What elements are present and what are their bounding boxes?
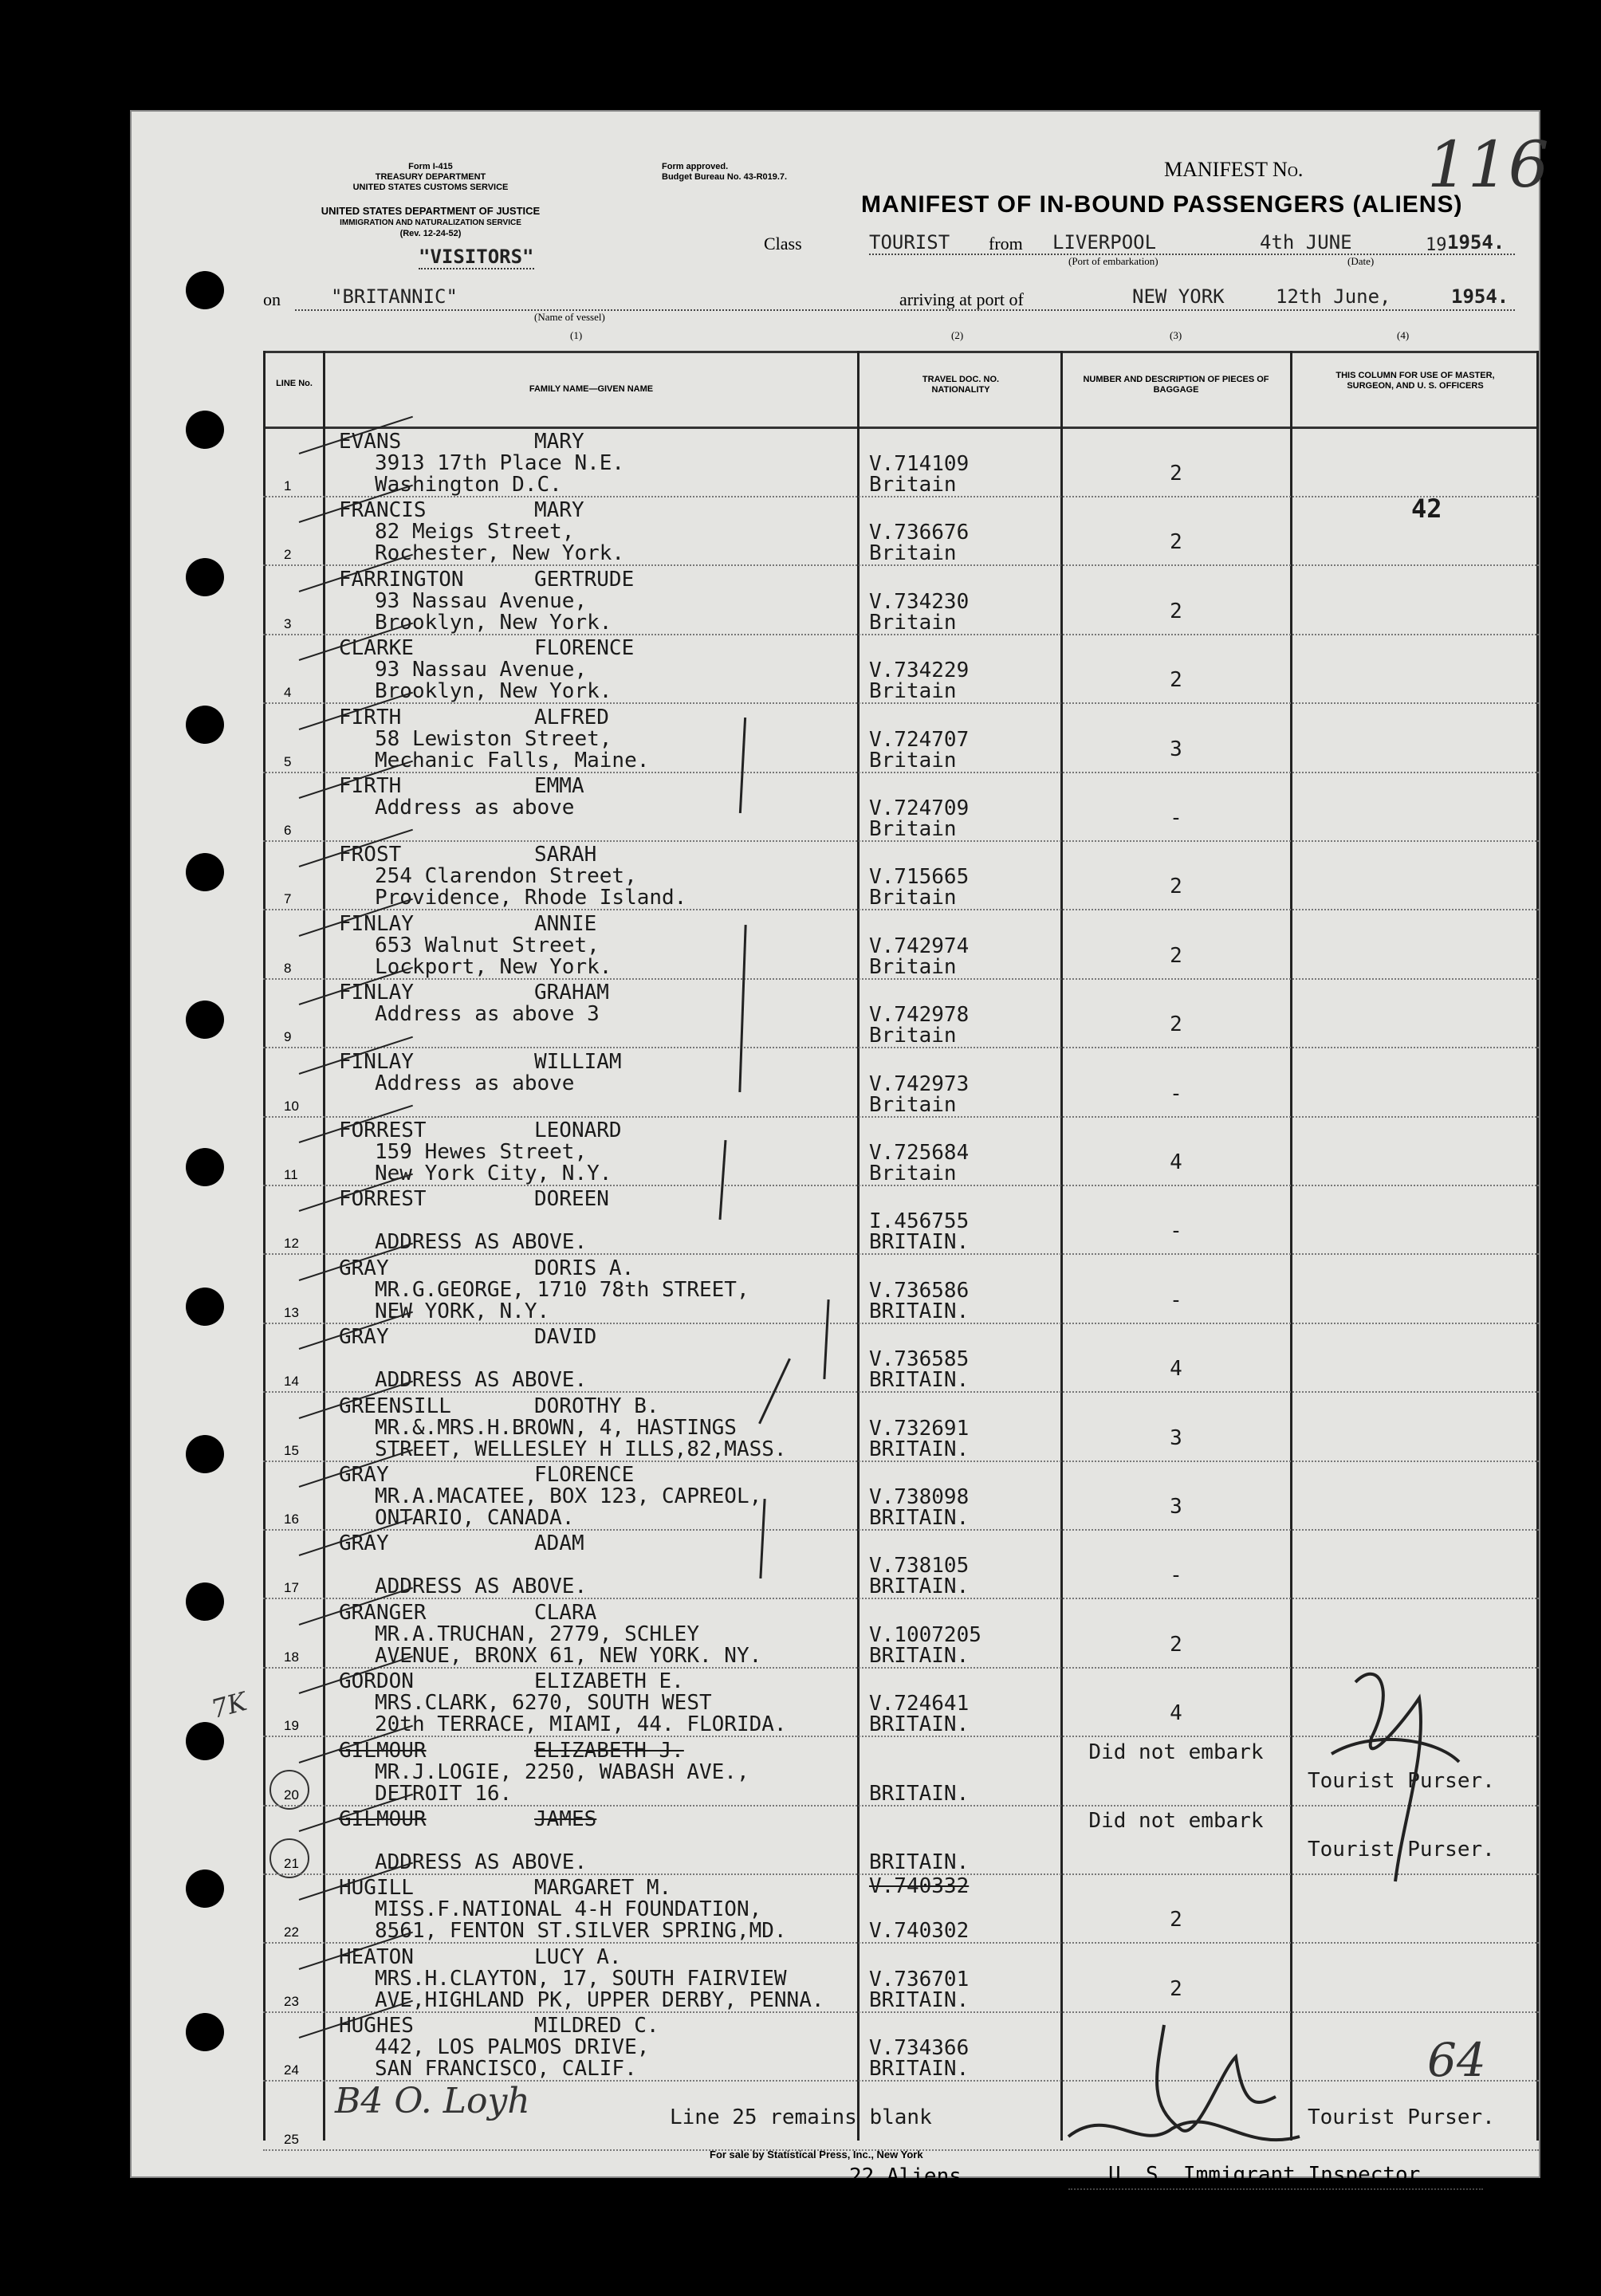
inspector-line — [1068, 2188, 1483, 2190]
class-label: Class — [764, 234, 802, 254]
given-name: MARGARET M. — [534, 1876, 672, 1901]
handwritten-note: B4 O. Loyh — [335, 2081, 530, 2121]
address-line-2: Brooklyn, New York. — [375, 679, 612, 704]
nationality: BRITAIN. — [869, 1230, 970, 1255]
table-top-border — [263, 351, 1539, 353]
travel-doc-number: V.742978 — [869, 1003, 970, 1028]
given-name: GRAHAM — [534, 981, 609, 1005]
baggage-count: Did not embark — [1088, 1809, 1264, 1833]
travel-doc-number: V.732691 — [869, 1416, 970, 1441]
family-name: EVANS — [339, 430, 402, 454]
travel-doc-number: V.734366 — [869, 2036, 970, 2061]
col-num-4: (4) — [1397, 329, 1410, 341]
port-embark-caption: (Port of embarkation) — [1068, 255, 1158, 267]
line-number: 6 — [284, 823, 292, 838]
baggage-count: 2 — [1170, 875, 1182, 899]
table-row — [263, 1256, 1539, 1324]
address-line-2: ADDRESS AS ABOVE. — [375, 1850, 588, 1874]
line-number: 14 — [284, 1374, 299, 1390]
punch-hole — [186, 1001, 224, 1039]
travel-doc-number: V.724707 — [869, 727, 970, 752]
address-line-1: 159 Hewes Street, — [375, 1140, 588, 1164]
given-name: ADAM — [534, 1531, 584, 1556]
address-line-1: MISS.F.NATIONAL 4-H FOUNDATION, — [375, 1897, 762, 1922]
baggage-count: 2 — [1170, 668, 1182, 693]
punch-hole — [186, 411, 224, 449]
travel-doc-number: V.1007205 — [869, 1622, 981, 1647]
address-line-2: AVENUE, BRONX 61, NEW YORK. NY. — [375, 1643, 762, 1668]
line-number: 11 — [284, 1167, 298, 1182]
inspector-signature — [1037, 2009, 1355, 2160]
handwritten-total: 64 — [1427, 2033, 1486, 2087]
nationality: Britain — [869, 610, 957, 635]
nationality: Britain — [869, 817, 957, 841]
travel-doc-number: V.736586 — [869, 1278, 970, 1303]
dept-customs: UNITED STATES CUSTOMS SERVICE — [352, 183, 509, 192]
address-line-1: 93 Nassau Avenue, — [375, 588, 588, 613]
address-line-1: MRS.H.CLAYTON, 17, SOUTH FAIRVIEW — [375, 1966, 787, 1991]
inspector-title: U. S. Immigrant Inspector — [1108, 2163, 1421, 2187]
purser-signature — [1308, 1642, 1475, 1929]
form-number: Form I-415 — [408, 162, 453, 171]
table-row — [263, 493, 1539, 566]
address-line-1: MR.J.LOGIE, 2250, WABASH AVE., — [375, 1759, 749, 1784]
travel-doc-number: V.734230 — [869, 589, 970, 614]
given-name: ELIZABETH J. — [534, 1738, 684, 1763]
travel-doc-number: V.736585 — [869, 1347, 970, 1372]
address-line-2: NEW YORK, N.Y. — [375, 1299, 550, 1323]
address-line-2: Lockport, New York. — [375, 954, 612, 979]
nationality: BRITAIN. — [869, 1437, 970, 1461]
table-row — [263, 1462, 1539, 1531]
arrival-year: 1954. — [1451, 285, 1509, 308]
table-row — [263, 773, 1539, 842]
nationality: Britain — [869, 473, 957, 497]
given-name: LUCY A. — [534, 1944, 622, 1969]
baggage-count: 4 — [1170, 1357, 1182, 1382]
embarkation-year: 1954. — [1447, 231, 1505, 254]
family-name: FINLAY — [339, 911, 414, 936]
family-name: HUGILL — [339, 1876, 414, 1901]
address-line-1: 58 Lewiston Street, — [375, 726, 612, 751]
line-number: 12 — [284, 1236, 299, 1252]
punch-hole — [186, 2013, 224, 2051]
embarkation-date: 4th JUNE — [1260, 231, 1352, 254]
line-number: 22 — [284, 1924, 299, 1940]
travel-doc-number: V.725684 — [869, 1141, 970, 1165]
address-line-2: Rochester, New York. — [375, 541, 625, 566]
arriving-label: arriving at port of — [899, 289, 1024, 309]
family-name: GREENSILL — [339, 1394, 451, 1418]
nationality: BRITAIN. — [869, 1506, 970, 1530]
line-number: 4 — [284, 685, 292, 701]
baggage-count: - — [1170, 1288, 1182, 1312]
table-row — [263, 911, 1539, 980]
family-name: FINLAY — [339, 981, 414, 1005]
given-name: SARAH — [534, 843, 597, 867]
family-name: GRAY — [339, 1325, 389, 1350]
given-name: FLORENCE — [534, 1463, 635, 1487]
baggage-count: 2 — [1170, 1908, 1182, 1932]
baggage-count: Did not embark — [1088, 1740, 1264, 1764]
travel-doc-number: V.715665 — [869, 865, 970, 890]
address-line-1: MR.&.MRS.H.BROWN, 4, HASTINGS — [375, 1415, 737, 1440]
punch-hole — [186, 1869, 224, 1908]
circled-line-number — [269, 1770, 309, 1810]
visitors-label: "VISITORS" — [419, 246, 534, 268]
nationality: Britain — [869, 679, 957, 704]
from-label: from — [989, 234, 1023, 254]
line-number: 1 — [284, 478, 292, 493]
official-note: 42 — [1411, 493, 1442, 525]
official-note: Tourist Purser. — [1308, 1838, 1495, 1862]
address-line-1: 653 Walnut Street, — [375, 933, 600, 957]
address-line-2: ONTARIO, CANADA. — [375, 1506, 575, 1530]
baggage-count: 2 — [1170, 1632, 1182, 1657]
travel-doc-number: V.714109 — [869, 452, 970, 476]
manifest-no-value: 116 — [1427, 128, 1549, 202]
given-name: DOROTHY B. — [534, 1394, 659, 1418]
address-line-2: DETROIT 16. — [375, 1781, 513, 1806]
punch-hole — [186, 1582, 224, 1621]
address-line-1: 442, LOS PALMOS DRIVE, — [375, 2035, 650, 2060]
line-number: 7 — [284, 891, 292, 907]
travel-doc-number: V.736676 — [869, 521, 970, 545]
line-number: 20 — [284, 1787, 299, 1803]
address-line-2: Providence, Rhode Island. — [375, 886, 687, 910]
address-line-1: Address as above — [375, 796, 575, 820]
line-number: 23 — [284, 1993, 299, 2009]
baggage-count: 2 — [1170, 1976, 1182, 2001]
travel-doc-number: V.734229 — [869, 659, 970, 683]
family-name: GRAY — [339, 1463, 389, 1487]
official-note: Tourist Purser. — [1308, 1768, 1495, 1793]
address-line-1: MR.A.TRUCHAN, 2779, SCHLEY — [375, 1622, 699, 1646]
family-name: GILMOUR — [339, 1738, 427, 1763]
family-name: GRAY — [339, 1256, 389, 1280]
col-num-1: (1) — [570, 329, 583, 341]
line-number: 18 — [284, 1649, 299, 1665]
baggage-count: 3 — [1170, 1495, 1182, 1519]
punch-hole — [186, 271, 224, 309]
baggage-count: 2 — [1170, 530, 1182, 555]
port-of-embarkation: LIVERPOOL — [1052, 231, 1157, 254]
table-row — [263, 1531, 1539, 1599]
vessel-caption: (Name of vessel) — [534, 311, 605, 323]
arrival-port: NEW YORK — [1132, 285, 1225, 308]
table-row — [263, 1186, 1539, 1255]
given-name: LEONARD — [534, 1119, 622, 1142]
table-row — [263, 567, 1539, 635]
nationality: BRITAIN. — [869, 1299, 970, 1323]
baggage-count: 3 — [1170, 1425, 1182, 1450]
given-name: ELIZABETH E. — [534, 1669, 684, 1694]
vessel-line — [295, 309, 1515, 311]
form-revision: (Rev. 12-24-52) — [399, 229, 462, 238]
address-line-2: Brooklyn, New York. — [375, 610, 612, 635]
baggage-count: - — [1170, 1219, 1182, 1244]
baggage-count: - — [1170, 1563, 1182, 1588]
travel-doc-number: V.736701 — [869, 1967, 970, 1991]
given-name: DAVID — [534, 1325, 597, 1350]
address-line-2: Mechanic Falls, Maine. — [375, 748, 650, 773]
family-name: GRAY — [339, 1531, 389, 1556]
address-line-2: STREET, WELLESLEY H ILLS,82,MASS. — [375, 1437, 787, 1461]
address-line-2: Washington D.C. — [375, 473, 562, 497]
alien-count: 22 Aliens. — [849, 2164, 974, 2188]
nationality: Britain — [869, 748, 957, 773]
baggage-count: 2 — [1170, 599, 1182, 623]
table-row — [263, 635, 1539, 704]
punch-hole — [186, 1288, 224, 1326]
given-name: MILDRED C. — [534, 2014, 659, 2038]
punch-hole — [186, 1722, 224, 1760]
line-number: 19 — [284, 1718, 299, 1734]
address-line-2: ADDRESS AS ABOVE. — [375, 1230, 588, 1255]
table-row — [263, 1118, 1539, 1186]
travel-doc-number: V.740332 — [869, 1874, 970, 1899]
line-number: 15 — [284, 1442, 299, 1458]
address-line-1: Address as above — [375, 1071, 575, 1095]
col-num-3: (3) — [1170, 329, 1182, 341]
family-name: FRANCIS — [339, 498, 427, 523]
travel-doc-number: I.456755 — [869, 1209, 970, 1234]
line-number: 9 — [284, 1029, 292, 1045]
nationality: BRITAIN. — [869, 1850, 970, 1874]
address-line-2: 20th TERRACE, MIAMI, 44. FLORIDA. — [375, 1712, 787, 1737]
embarkation-year-prefix: 19 — [1426, 235, 1447, 255]
baggage-count: 2 — [1170, 462, 1182, 486]
nationality: BRITAIN. — [869, 1575, 970, 1599]
header-travel-doc: TRAVEL DOC. NO. NATIONALITY — [922, 375, 1000, 395]
nationality: Britain — [869, 1162, 957, 1185]
address-line-2: AVE,HIGHLAND PK, UPPER DERBY, PENNA. — [375, 1987, 824, 2012]
punch-hole — [186, 1148, 224, 1186]
budget-bureau: Budget Bureau No. 43-R019.7. — [662, 172, 788, 182]
family-name: HUGHES — [339, 2014, 414, 2038]
baggage-count: 2 — [1170, 1012, 1182, 1037]
given-name: FLORENCE — [534, 636, 635, 661]
col-num-2: (2) — [951, 329, 964, 341]
nationality: BRITAIN. — [869, 1987, 970, 2012]
family-name: GILMOUR — [339, 1807, 427, 1831]
given-name: DOREEN — [534, 1187, 609, 1212]
address-line-2: Line 25 remains blank — [670, 2105, 932, 2129]
nationality: BRITAIN. — [869, 2057, 970, 2082]
table-row — [263, 1944, 1539, 2013]
line-number: 13 — [284, 1304, 299, 1320]
baggage-count: 4 — [1170, 1701, 1182, 1726]
nationality: Britain — [869, 541, 957, 566]
family-name: CLARKE — [339, 636, 414, 661]
family-name: FIRTH — [339, 774, 402, 798]
margin-note: 7K — [207, 1685, 250, 1725]
address-line-1: 93 Nassau Avenue, — [375, 658, 588, 682]
table-row — [263, 980, 1539, 1048]
line-number: 21 — [284, 1856, 299, 1871]
travel-doc-number: V.724641 — [869, 1692, 970, 1716]
given-name: GERTRUDE — [534, 567, 635, 592]
line-number: 25 — [284, 2131, 299, 2147]
punch-hole — [186, 706, 224, 744]
nationality: BRITAIN. — [869, 1643, 970, 1668]
address-line-2: New York City, N.Y. — [375, 1162, 612, 1185]
on-label: on — [263, 289, 281, 309]
table-row — [263, 1394, 1539, 1462]
travel-doc-number: V.742974 — [869, 934, 970, 958]
circled-line-number — [269, 1838, 309, 1878]
nationality: BRITAIN. — [869, 1712, 970, 1737]
travel-doc-number: V.724709 — [869, 796, 970, 820]
arrival-date: 12th June, — [1276, 285, 1391, 308]
address-line-1: Address as above 3 — [375, 1002, 600, 1027]
travel-doc-number: V.742973 — [869, 1071, 970, 1096]
line-number: 17 — [284, 1580, 299, 1596]
nationality: Britain — [869, 1024, 957, 1048]
family-name: FORREST — [339, 1187, 427, 1212]
baggage-count: - — [1170, 806, 1182, 830]
line-number: 8 — [284, 960, 292, 976]
address-line-1: MR.A.MACATEE, BOX 123, CAPREOL, — [375, 1484, 762, 1508]
baggage-count: 3 — [1170, 737, 1182, 761]
nationality: BRITAIN. — [869, 1781, 970, 1806]
dept-justice: UNITED STATES DEPARTMENT OF JUSTICE — [321, 205, 541, 217]
manifest-no-label: MANIFEST No. — [1164, 158, 1304, 181]
form-approved: Form approved. — [662, 162, 729, 171]
family-name: GORDON — [339, 1669, 414, 1694]
address-line-1: 254 Clarendon Street, — [375, 864, 637, 889]
given-name: MARY — [534, 430, 584, 454]
table-row — [263, 1049, 1539, 1118]
address-line-1: 3913 17th Place N.E. — [375, 451, 625, 475]
baggage-count: 2 — [1170, 943, 1182, 968]
punch-hole — [186, 1435, 224, 1473]
travel-doc-number: V.738098 — [869, 1485, 970, 1509]
vessel-name: "BRITANNIC" — [331, 285, 458, 308]
address-line-2: 8561, FENTON ST.SILVER SPRING,MD. — [375, 1919, 787, 1944]
family-name: GRANGER — [339, 1600, 427, 1625]
dept-treasury: TREASURY DEPARTMENT — [375, 172, 486, 182]
header-name: FAMILY NAME—GIVEN NAME — [529, 384, 654, 394]
punch-hole — [186, 558, 224, 596]
address-line-1: MRS.CLARK, 6270, SOUTH WEST — [375, 1691, 712, 1716]
given-name: MARY — [534, 498, 584, 523]
family-name: FORREST — [339, 1119, 427, 1142]
given-name: ALFRED — [534, 705, 609, 729]
baggage-count: 4 — [1170, 1150, 1182, 1174]
nationality: Britain — [869, 1092, 957, 1117]
header-line-no: LINE No. — [276, 379, 313, 388]
family-name: HEATON — [339, 1944, 414, 1969]
family-name: FARRINGTON — [339, 567, 464, 592]
travel-doc-number: V.738105 — [869, 1554, 970, 1578]
nationality: Britain — [869, 954, 957, 979]
line-number: 24 — [284, 2062, 299, 2078]
class-value: TOURIST — [869, 231, 950, 254]
printer-credit: For sale by Statistical Press, Inc., New York — [710, 2149, 923, 2160]
line-number: 3 — [284, 615, 292, 631]
given-name: DORIS A. — [534, 1256, 635, 1280]
table-row — [263, 842, 1539, 910]
address-line-2: ADDRESS AS ABOVE. — [375, 1575, 588, 1599]
line-number: 16 — [284, 1512, 299, 1527]
table-row — [263, 1324, 1539, 1393]
header-baggage: NUMBER AND DESCRIPTION OF PIECES OF BAGGAGE — [1083, 375, 1269, 395]
table-row — [263, 705, 1539, 773]
family-name: FIRTH — [339, 705, 402, 729]
given-name: EMMA — [534, 774, 584, 798]
given-name: ANNIE — [534, 911, 597, 936]
address-line-1: MR.G.GEORGE, 1710 78th STREET, — [375, 1277, 749, 1302]
official-note: Tourist Purser. — [1308, 2105, 1495, 2129]
given-name: WILLIAM — [534, 1049, 622, 1074]
given-name: CLARA — [534, 1600, 597, 1625]
baggage-count: - — [1170, 1081, 1182, 1106]
travel-doc-number-corrected: V.740302 — [869, 1919, 970, 1944]
punch-hole — [186, 853, 224, 891]
address-line-2: SAN FRANCISCO, CALIF. — [375, 2057, 637, 2082]
family-name: FROST — [339, 843, 402, 867]
nationality: BRITAIN. — [869, 1368, 970, 1393]
nationality: Britain — [869, 886, 957, 910]
family-name: FINLAY — [339, 1049, 414, 1074]
dept-ins: IMMIGRATION AND NATURALIZATION SERVICE — [340, 218, 521, 227]
address-line-1: 82 Meigs Street, — [375, 520, 575, 545]
given-name: JAMES — [534, 1807, 597, 1831]
table-row — [263, 429, 1539, 497]
line-number: 10 — [284, 1098, 299, 1114]
class-line — [869, 254, 1515, 255]
manifest-title: MANIFEST OF IN-BOUND PASSENGERS (ALIENS) — [861, 191, 1463, 218]
address-line-2: ADDRESS AS ABOVE. — [375, 1368, 588, 1393]
date-caption: (Date) — [1347, 255, 1375, 267]
line-number: 5 — [284, 753, 292, 769]
line-number: 2 — [284, 547, 292, 563]
header-official-use: THIS COLUMN FOR USE OF MASTER, SURGEON, AND U. S. OFFICERS — [1335, 371, 1495, 391]
